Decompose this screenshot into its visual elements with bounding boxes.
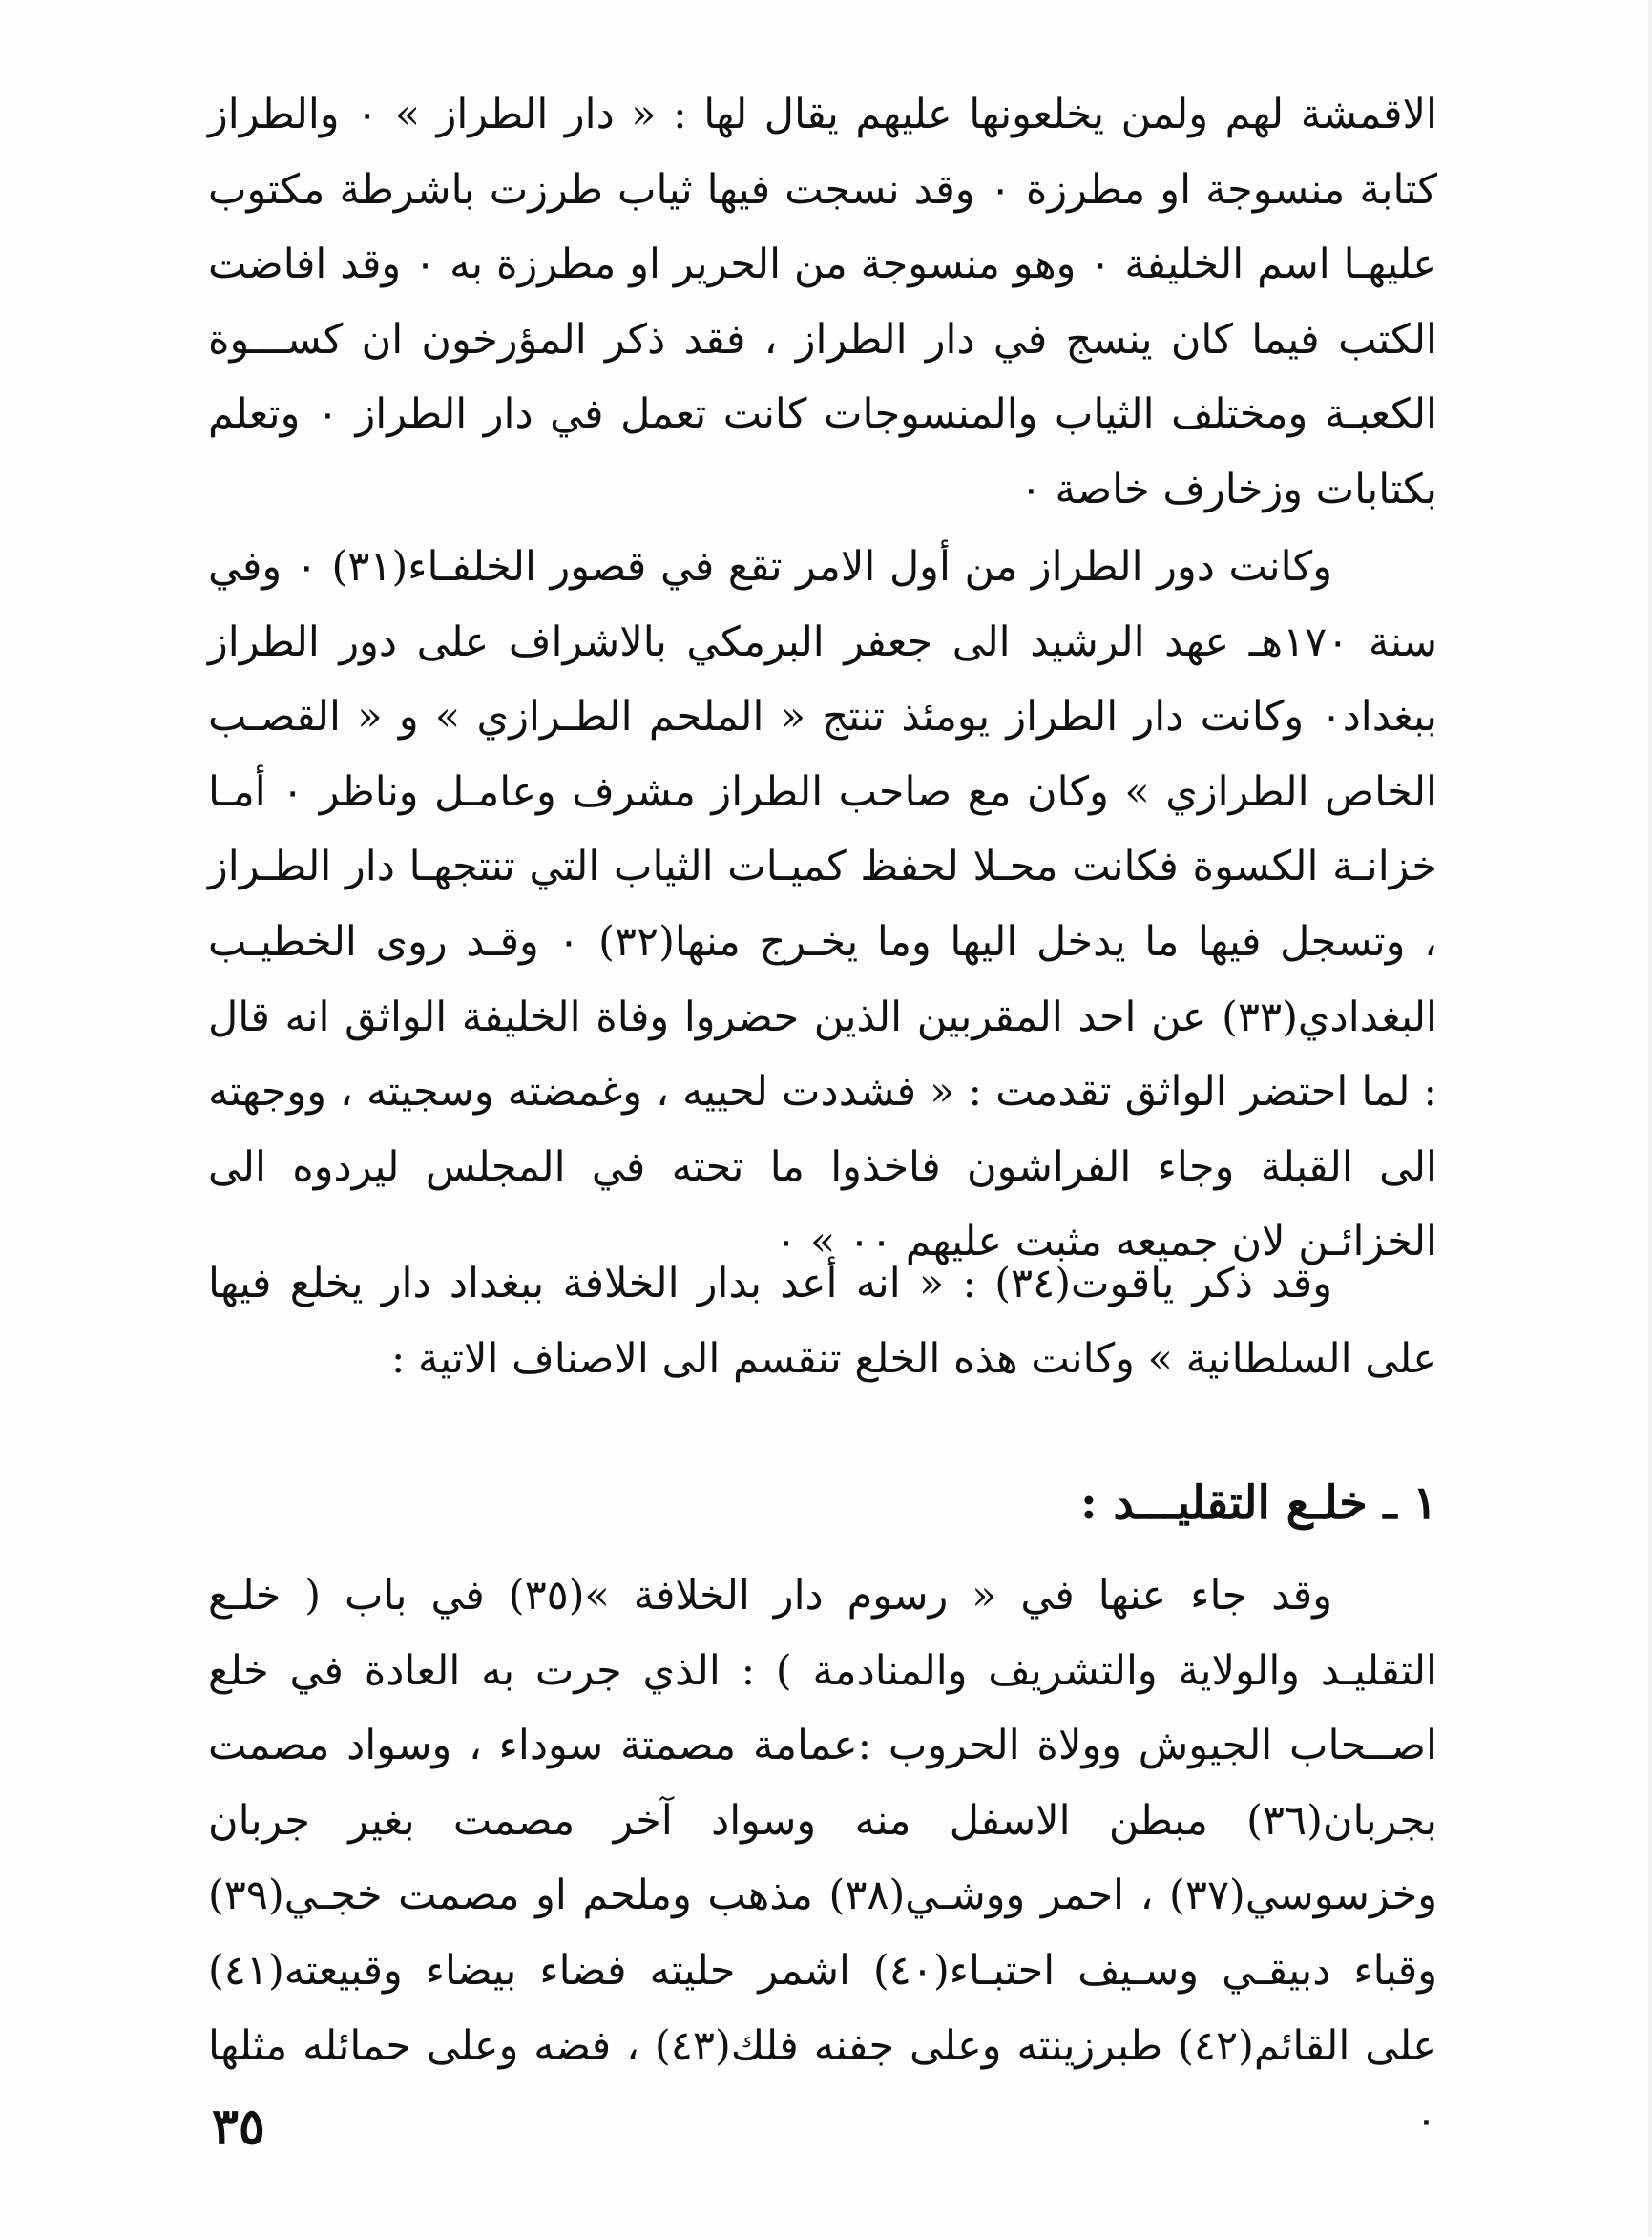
paragraph-2-text <box>208 530 1437 1280</box>
paragraph-1-text: الاقمشة لهم ولمن يخلعونها عليهم يقال لها : « دار الطراز » ٠ والطراز كتابة منسوجة او مطرزة ٠ وقد نسجت فيها ثياب طرزت باشرطة مكتوب عليهـا اسم الخليفة ٠ وهو منسوجة من الحرير او مطرزة به ٠ وقد افاضت الكتب فيما كان ينسج في دار الطراز ، فقد ذكر المؤرخون ان كســـوة الكعبـة ومختلف الثياب والمنسوجات كانت تعمل في دار الطراز ٠ وتعلم بكتابات وزخارف خاصة ٠ <box>208 91 1438 513</box>
paragraph-3 <box>208 1246 1437 1396</box>
paragraph-2-content: وكانت دور الطراز من أول الامر تقع في قصور الخلفـاء(٣١) ٠ وفي سنة ١٧٠هـ عهد الرشيد الى جعفر البرمكي بالاشراف على دور الطراز ببغداد٠ وكانت دار الطراز يومئذ تنتج « الملحم الطـرازي » و « القصـب الخاص الطرازي » وكان مع صاحب الطراز مشرف وعامـل وناظر ٠ أمـا خزانـة الكسوة فكانت محـلا لحفظ كميـات الثياب التي تنتجهـا دار الطـراز ، وتسجل فيها ما يدخل اليها وما يخـرج منها(٣٢) ٠ وقـد روى الخطيـب البغدادي(٣٣) عن احد المقربين الذين حضروا وفاة الخليفة الواثق انه قال : لما احتضر الواثق تقدمت : « فشددت لحييه ، وغمضته وسجيته ، ووجهته الى القبلة وجاء الفراشون فاخذوا ما تحته في المجلس ليردوه الى الخزائـن لان جميعه مثبت عليهم ٠٠ » ٠ <box>208 543 1437 1266</box>
paragraph-4-text <box>208 1558 1437 2159</box>
page-edge-shadow <box>1648 0 1652 2237</box>
paragraph-2 <box>208 530 1437 1280</box>
paragraph-3-content: وقد ذكر ياقوت(٣٤) : « انه أعد بدار الخلافة ببغداد دار يخلع فيها على السلطانية » وكانت هذه الخلع تنقسم الى الاصناف الاتية : <box>208 1260 1437 1383</box>
page-number: ٣٥ <box>212 2098 265 2156</box>
section-heading: ١ ـ خلـع التقليـــد : <box>1079 1476 1437 1530</box>
paragraph-4 <box>208 1558 1437 2159</box>
paragraph-3-text <box>208 1246 1437 1396</box>
paragraph-1 <box>208 77 1437 528</box>
paragraph-4-content: وقد جاء عنها في « رسوم دار الخلافة »(٣٥) في باب ( خلـع التقليـد والولاية والتشريف والمنادمة ) : الذي جرت به العادة في خلع اصــحاب الجيوش وولاة الحروب :عمامة مصمتة سوداء ، وسواد مصمت بجربان(٣٦) مبطن الاسفل منه وسواد آخر مصمت بغير جربان وخزسوسي(٣٧) ، احمر ووشـي(٣٨) مذهب وملحم او مصمت خجـي(٣٩) وقباء دبيقـي وسـيف احتبـاء(٤٠) اشمر حليته فضاء بيضاء وقبيعته(٤١) على القائم(٤٢) طبرزينته وعلى جفنه فلك(٤٣) ، فضه وعلى حمائله مثلها ٠ <box>208 1572 1438 2145</box>
